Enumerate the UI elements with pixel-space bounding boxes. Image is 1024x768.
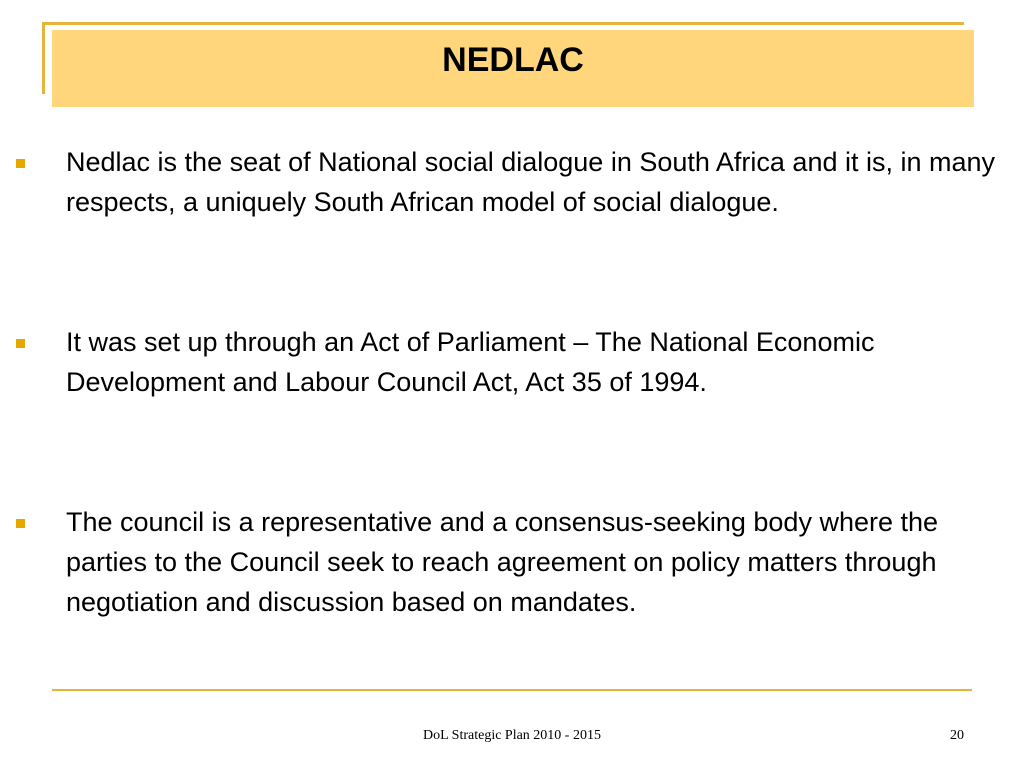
square-bullet-icon bbox=[16, 339, 25, 348]
square-bullet-icon bbox=[16, 159, 25, 168]
bullet-text: The council is a representative and a consensus-seeking body where the parties to the Council seek to reach agreement on policy matters through negotiation and discussion based on mandates. bbox=[66, 507, 939, 617]
bullet-text: Nedlac is the seat of National social dialogue in South Africa and it is, in many respects, a uniquely South African model of social dialogue. bbox=[66, 147, 996, 217]
square-bullet-icon bbox=[16, 519, 25, 528]
footer-text: DoL Strategic Plan 2010 - 2015 bbox=[423, 728, 601, 743]
slide-title: NEDLAC bbox=[442, 41, 584, 79]
title-frame-top-line bbox=[42, 22, 964, 25]
bullet-text: It was set up through an Act of Parliament – The National Economic Development and Labour Council Act, Act 35 of 1994. bbox=[66, 327, 875, 397]
page-number: 20 bbox=[950, 728, 964, 743]
footer-divider bbox=[52, 689, 972, 691]
title-frame-left-line bbox=[42, 22, 45, 94]
